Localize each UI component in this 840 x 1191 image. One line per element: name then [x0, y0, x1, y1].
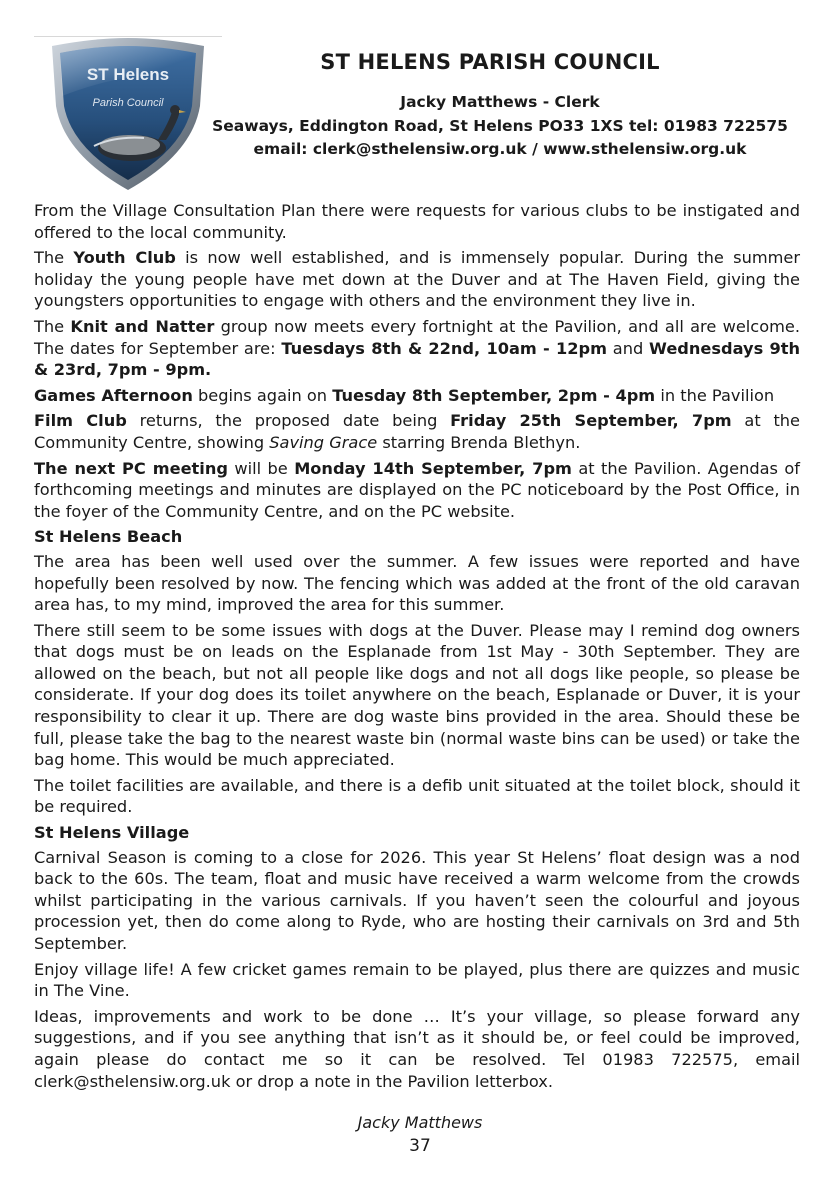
- games-afternoon-paragraph: Games Afternoon begins again on Tuesday 8th September, 2pm - 4pm in the Pavilion: [34, 385, 775, 405]
- logo-line2-text: Parish Council: [92, 97, 164, 109]
- knit-natter-paragraph: The Knit and Natter group now meets every fortnight at the Pavilion, and all are welcome. The dates for September are: Tuesdays 8th & 22nd, 10am - 12pm and Wednesdays 9th & 23rd, 7pm - 9pm.: [34, 316, 801, 380]
- pc-meeting-paragraph: The next PC meeting will be Monday 14th September, 7pm at the Pavilion. Agendas of forthcoming meetings and minutes are displayed on the PC noticeboard by the Post Office, in the foyer of the Community Centre, and on the PC website.: [34, 458, 800, 521]
- toilets-paragraph: The toilet facilities are available, and there is a defib unit situated at the toilet block, should it be required.: [34, 775, 800, 817]
- dogs-paragraph: There still seem to be some issues with dogs at the Duver. Please may I remind dog owners that dogs must be on leads on the Esplanade from 1st May - 30th September. They are allowed on the beach, but not all people like dogs and not all dogs like people, so please be considerate. If your dog does its toilet anywhere on the beach, Esplanade or Duver, it is your responsibility to clear it up. There are dog waste bins provided in the area. Should these be full, please take the bag to the nearest waste bin (normal waste bins can be used) or take the bag home. This would be much appreciated.: [34, 620, 800, 770]
- youth-club-paragraph: The Youth Club is now well established, and is immensely popular. During the summer holiday the young people have met down at the Duver and at The Haven Field, giving the youngsters opportunities to engage with others and the environment they live in.: [34, 248, 800, 311]
- article-body: [34, 200, 800, 1096]
- page-number: 37: [409, 1136, 431, 1156]
- council-title: ST HELENS PARISH COUNCIL: [320, 50, 660, 74]
- village-life-paragraph: Enjoy village life! A few cricket games remain to be played, plus there are quizzes and music in The Vine.: [34, 959, 800, 1001]
- letterhead: [0, 0, 840, 200]
- intro-paragraph: From the Village Consultation Plan there were requests for various clubs to be instigated and offered to the local community.: [34, 201, 800, 242]
- logo-line1-text: ST Helens: [86, 65, 170, 84]
- village-heading: St Helens Village: [34, 823, 190, 843]
- ideas-paragraph: Ideas, improvements and work to be done … It’s your village, so please forward any suggestions, and if you see anything that isn’t as it should be, or feel could be improved, again please do contact me so it can be resolved. Tel 01983 722575, email clerk@sthelensiw.org.uk or drop a note in the Pavilion letterbox.: [34, 1006, 800, 1091]
- beach-heading: St Helens Beach: [34, 527, 183, 547]
- beach-paragraph: The area has been well used over the summer. A few issues were reported and have hopefully been resolved by now. The fencing which was added at the front of the old caravan area has, to my mind, improved the area for this summer.: [34, 551, 800, 615]
- carnival-paragraph: Carnival Season is coming to a close for 2026. This year St Helens’ float design was a nod back to the 60s. The team, float and music have received a warm welcome from the crowds whilst participating in the various carnivals. If you haven’t seen the colourful and joyous procession yet, then do come along to Ryde, who are hosting their carnivals on 3rd and 5th September.: [34, 847, 800, 953]
- clerk-contact: email: clerk@sthelensiw.org.uk / www.sthelensiw.org.uk: [253, 140, 747, 158]
- clerk-name: Jacky Matthews - Clerk: [400, 93, 600, 111]
- shield-crest-icon: [34, 36, 222, 192]
- parish-council-logo: [34, 36, 222, 192]
- clerk-address: Seaways, Eddington Road, St Helens PO33 1XS tel: 01983 722575: [212, 117, 788, 135]
- signature: Jacky Matthews: [357, 1113, 483, 1132]
- film-club-paragraph: Film Club returns, the proposed date being Friday 25th September, 7pm at the Community Centre, showing Saving Grace starring Brenda Blethyn.: [34, 411, 801, 452]
